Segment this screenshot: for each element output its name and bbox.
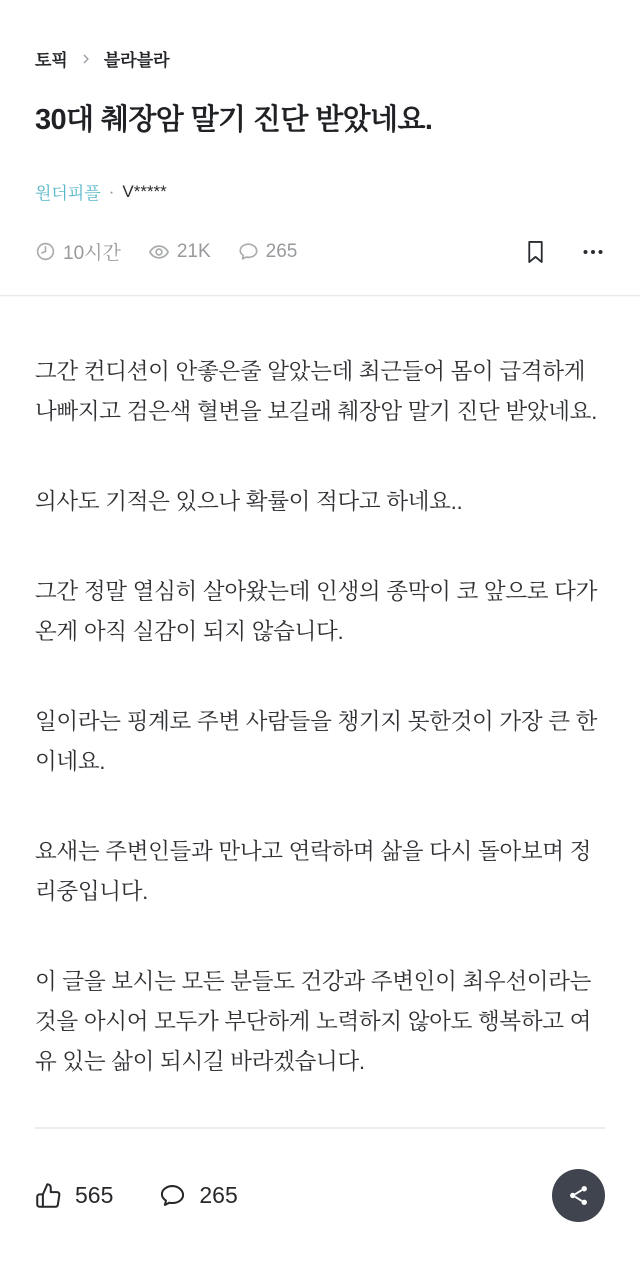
post-header xyxy=(0,0,640,295)
clock-icon xyxy=(35,241,56,262)
author-name[interactable]: 원더피플 xyxy=(35,184,101,204)
meta-views xyxy=(148,241,211,263)
post-paragraph: 이 글을 보시는 모든 분들도 건강과 주변인이 최우선이라는 것을 아시어 모두가 부단하게 노력하지 않아도 행복하고 여유 있는 삶이 되시길 바라겠습니다. xyxy=(35,969,592,1075)
breadcrumb-topic[interactable]: 블라블라 xyxy=(103,51,170,70)
meta-time-label: 10시간 xyxy=(63,243,121,265)
ellipsis-icon xyxy=(581,240,605,264)
meta-comments xyxy=(238,241,298,263)
breadcrumb xyxy=(35,46,605,71)
post-paragraph: 그간 컨디션이 안좋은줄 알았는데 최근들어 몸이 급격하게 나빠지고 검은색 혈변을 보길래 췌장암 말기 진단 받았네요. xyxy=(35,359,598,425)
like-count: 565 xyxy=(75,1182,114,1209)
post-paragraph: 의사도 기적은 있으나 확률이 적다고 하네요.. xyxy=(35,489,463,515)
meta-comments-label: 265 xyxy=(265,240,298,262)
author-separator: · xyxy=(108,181,115,201)
author-row xyxy=(35,179,605,204)
breadcrumb-section[interactable]: 토픽 xyxy=(35,51,68,70)
speech-bubble-icon xyxy=(238,241,259,262)
post-body xyxy=(0,296,640,1082)
bookmark-icon xyxy=(524,239,547,265)
comment-count: 265 xyxy=(199,1182,238,1209)
eye-icon xyxy=(148,241,170,263)
meta-row xyxy=(35,238,605,295)
meta-actions xyxy=(524,239,605,265)
post-footer xyxy=(0,1129,640,1222)
share-button[interactable] xyxy=(552,1169,605,1222)
post-title: 30대 췌장암 말기 진단 받았네요. xyxy=(35,104,433,136)
meta-time xyxy=(35,238,121,265)
share-icon xyxy=(566,1183,591,1208)
author-id: V***** xyxy=(122,181,167,201)
like-button[interactable] xyxy=(35,1182,113,1209)
post-paragraph: 요새는 주변인들과 만나고 연락하며 삶을 다시 돌아보며 정리중입니다. xyxy=(35,839,592,905)
comment-button[interactable] xyxy=(159,1182,237,1209)
chevron-right-icon xyxy=(78,51,94,67)
thumbs-up-icon xyxy=(35,1182,62,1209)
bookmark-button[interactable] xyxy=(524,239,547,265)
post-paragraph: 그간 정말 열심히 살아왔는데 인생의 종막이 코 앞으로 다가온게 아직 실감이 되지 않습니다. xyxy=(35,579,598,645)
speech-bubble-icon xyxy=(159,1182,186,1209)
more-button[interactable] xyxy=(581,240,605,264)
post-paragraph: 일이라는 핑계로 주변 사람들을 챙기지 못한것이 가장 큰 한이네요. xyxy=(35,709,598,775)
meta-views-label: 21K xyxy=(176,240,211,262)
